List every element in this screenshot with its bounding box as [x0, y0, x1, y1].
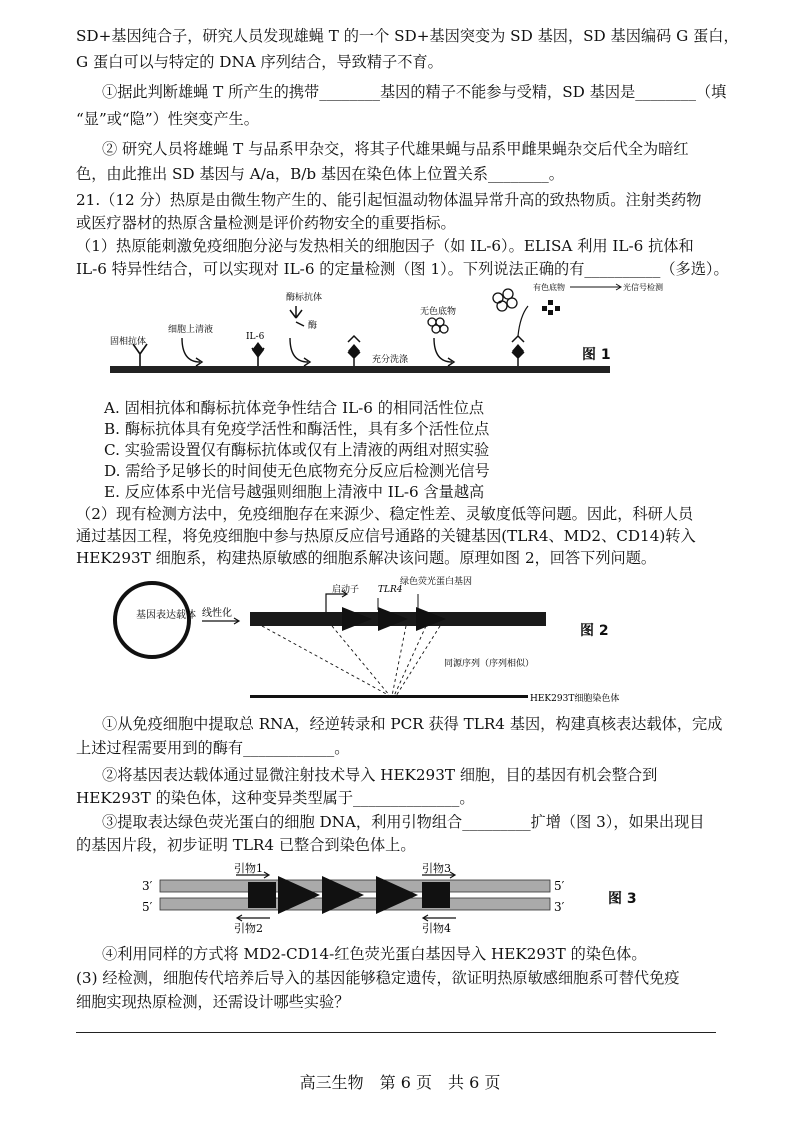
- text-line: 通过基因工程，将免疫细胞中参与热原反应信号通路的关键基因(TLR4、MD2、CD14)转入: [76, 527, 696, 545]
- question-line: ② 研究人员将雄蝇 T 与品系甲杂交，将其子代雄果蝇与品系甲雌果蝇杂交后代全为暗红: [102, 140, 689, 158]
- left-3prime-label: 3′: [142, 879, 153, 893]
- option-b: B. 酶标抗体具有免疫学活性和酶活性，具有多个活性位点: [104, 420, 490, 438]
- tlr4-arrow-icon: [378, 607, 408, 631]
- primer3-label: 引物3: [422, 862, 451, 875]
- colorless-substrate-label: 无色底物: [420, 307, 457, 317]
- figure-1-caption: 图 1: [582, 347, 611, 363]
- text-line: （1）热原能刺激免疫细胞分泌与发热相关的细胞因子（如 IL-6）。ELISA 利用 IL-6 抗体和: [76, 237, 694, 255]
- solid-antibody-label: 固相抗体: [110, 337, 147, 347]
- figure-2: [110, 572, 670, 712]
- vector-label: 基因表达载体: [136, 610, 196, 621]
- dna-strand-top: [160, 880, 550, 892]
- figure-2-caption: 图 2: [580, 623, 609, 639]
- option-d: D. 需给予足够长的时间使无色底物充分反应后检测光信号: [104, 462, 490, 480]
- il6-antibody-complex-icon: [252, 342, 264, 366]
- colored-product-label: 有色底物: [533, 283, 565, 292]
- answer-divider: [76, 1032, 716, 1033]
- homology-label: 同源序列（序列相似）: [444, 659, 535, 669]
- text-line: 色，由此推出 SD 基因与 A/a，B/b 基因在染色体上位置关系________。: [76, 165, 564, 183]
- text-line: IL-6 特异性结合，可以实现对 IL-6 的定量检测（图 1）。下列说法正确的有__________（多选）。: [76, 260, 729, 278]
- plate-bar: [110, 366, 610, 373]
- enzyme-antibody-label: 酶标抗体: [286, 293, 323, 303]
- question-line: ③提取表达绿色荧光蛋白的细胞 DNA，利用引物组合_________扩增（图 3），如果出现目: [102, 813, 705, 831]
- figure-1: [100, 276, 720, 382]
- homology-lines: [262, 626, 440, 696]
- primer4-label: 引物4: [422, 922, 451, 935]
- promoter-label: 启动子: [332, 585, 360, 595]
- question-title: 21.（12 分）热原是由微生物产生的、能引起恒温动物体温异常升高的致热物质。注射类药物: [76, 191, 702, 209]
- right-3prime-label: 3′: [554, 900, 565, 914]
- text-line: HEK293T 细胞系，构建热原敏感的细胞系解决该问题。原理如图 2，回答下列问题。: [76, 549, 657, 567]
- text-line: 上述过程需要用到的酶有____________。: [76, 739, 350, 757]
- text-line: 或医疗器材的热原含量检测是评价药物安全的重要指标。: [76, 214, 456, 232]
- chromosome-line: [250, 695, 528, 698]
- supernatant-label: 细胞上清液: [168, 325, 214, 335]
- linearize-label: 线性化: [202, 608, 232, 619]
- option-c: C. 实验需设置仅有酶标抗体或仅有上清液的两组对照实验: [104, 441, 490, 459]
- primer-site-left: [248, 882, 276, 908]
- solid-antibody-icon: [133, 344, 147, 366]
- colored-product-icon: [542, 300, 560, 315]
- enzyme-antibody-icon: [290, 306, 304, 326]
- colorless-substrate-icon: [428, 318, 448, 333]
- text-line: “显”或“隐”）性突变产生。: [76, 110, 259, 128]
- question-line: ①从免疫细胞中提取总 RNA，经逆转录和 PCR 获得 TLR4 基因，构建真核表达载体，完成: [102, 715, 723, 733]
- substrate-cluster-icon: [493, 289, 517, 311]
- text-line: （2）现有检测方法中，免疫细胞存在来源少、稳定性差、灵敏度低等问题。因此，科研人员: [76, 505, 694, 523]
- text-line: G 蛋白可以与特定的 DNA 序列结合，导致精子不育。: [76, 53, 443, 71]
- chromosome-label: HEK293T细胞染色体: [530, 694, 620, 704]
- text-line: HEK293T 的染色体，这种变异类型属于______________。: [76, 789, 475, 807]
- option-a: A. 固相抗体和酶标抗体竞争性结合 IL-6 的相同活性位点: [104, 399, 485, 417]
- primer1-label: 引物1: [234, 862, 263, 875]
- sandwich-complex-icon: [348, 336, 360, 366]
- wash-label: 充分洗涤: [372, 355, 409, 365]
- option-e: E. 反应体系中光信号越强则细胞上清液中 IL-6 含量越高: [104, 483, 485, 501]
- il6-label: IL-6: [246, 332, 265, 342]
- primer-site-right: [422, 882, 450, 908]
- page-footer: 高三生物 第 6 页 共 6 页: [299, 1073, 501, 1092]
- tlr4-label: TLR4: [378, 585, 403, 595]
- left-5prime-label: 5′: [142, 900, 153, 914]
- figure-3: [130, 862, 590, 936]
- gfp-arrow-icon: [416, 607, 446, 631]
- text-line: 的基因片段，初步证明 TLR4 已整合到染色体上。: [76, 836, 416, 854]
- sandwich-complex-icon: [512, 306, 528, 366]
- enzyme-label: 酶: [308, 321, 318, 331]
- question-line: ④利用同样的方式将 MD2-CD14-红色荧光蛋白基因导入 HEK293T 的染色体。: [102, 945, 647, 963]
- primer2-label: 引物2: [234, 922, 263, 935]
- gfp-label: 绿色荧光蛋白基因: [400, 577, 473, 587]
- text-line: SD+基因纯合子，研究人员发现雄蝇 T 的一个 SD+基因突变为 SD 基因，SD 基因编码 G 蛋白，: [76, 27, 739, 45]
- question-line: ②将基因表达载体通过显微注射技术导入 HEK293T 细胞，目的基因有机会整合到: [102, 766, 658, 784]
- text-line: 细胞实现热原检测，还需设计哪些实验？: [76, 993, 350, 1011]
- right-5prime-label: 5′: [554, 879, 565, 893]
- question-line: ①据此判断雄蝇 T 所产生的携带________基因的精子不能参与受精，SD 基因是________（填: [102, 83, 727, 101]
- dna-strand-bottom: [160, 898, 550, 910]
- light-signal-label: 光信号检测: [623, 283, 663, 292]
- promoter-arrow-icon: [342, 607, 372, 631]
- figure-3-caption: 图 3: [608, 891, 637, 907]
- text-line: (3) 经检测，细胞传代培养后导入的基因能够稳定遗传，欲证明热原敏感细胞系可替代免疫: [76, 969, 680, 987]
